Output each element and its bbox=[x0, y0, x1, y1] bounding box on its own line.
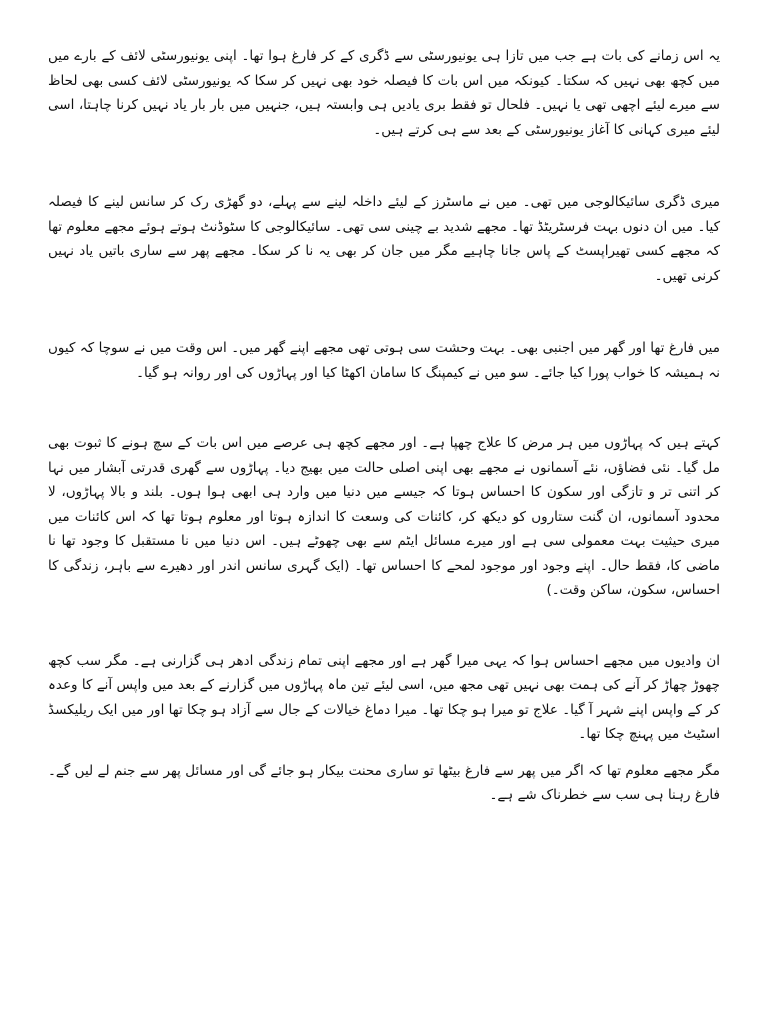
paragraph-1: یہ اس زمانے کی بات ہے جب میں تازا ہی یونیورسٹی سے ڈگری کے کر فارغ ہوا تھا۔ اپنی یونیورسٹی لائف کے بارے میں میں کچھ بھی نہیں کہ سکتا۔ کیونکہ میں اس بات کا فیصلہ خود بھی نہیں کر سکا کہ یونیورسٹی لائف کسی بھی لحاظ سے میرے لیئے اچھی تھی یا نہیں۔ فلحال تو فقط بری یادیں ہی وابستہ ہیں، جنہیں میں بار بار یاد نہیں کرنا چاہتا، اسی لیئے میری کہانی کا آغاز یونیورسٹی کے بعد سے ہی کرتے ہیں۔ bbox=[48, 48, 720, 138]
paragraph-3: میں فارغ تھا اور گھر میں اجنبی بھی۔ بہت وحشت سی ہوتی تھی مجھے اپنے گھر میں۔ اس وقت میں نے سوچا کہ کیوں نہ ہمیشہ کا خواب پورا کیا جائے۔ سو میں نے کیمپنگ کا سامان اکھٹا کیا اور پہاڑوں کی اور روانہ ہو گیا۔ bbox=[48, 340, 720, 381]
paragraph-2: میری ڈگری سائیکالوجی میں تھی۔ میں نے ماسٹرز کے لیئے داخلہ لینے سے پہلے، دو گھڑی رک کر سانس لینے کا فیصلہ کیا۔ میں ان دنوں بہت فرسٹریٹڈ تھا۔ مجھے شدید بے چینی سی تھی۔ سائیکالوجی کا سٹوڈنٹ ہوتے ہوئے مجھے معلوم تھا کہ مجھے کسی تھیراپسٹ کے پاس جانا چاہیے مگر میں جان کر بھی یہ نا کر سکا۔ مجھے پھر سے ساری باتیں یاد نہیں کرنی تھیں۔ bbox=[48, 194, 720, 284]
paragraph-5: ان وادیوں میں مجھے احساس ہوا کہ یہی میرا گھر ہے اور مجھے اپنی تمام زندگی ادھر ہی گزارنی ہے۔ مگر سب کچھ چھوڑ چھاڑ کر آنے کی ہمت بھی نہیں تھی مجھ میں، اسی لیئے تین ماہ پہاڑوں میں گزارنے کے بعد میں واپس آنے کا وعدہ کر کے واپس اپنے شہر آ گیا۔ علاج تو میرا ہو چکا تھا۔ میرا دماغ خیالات کے جال سے آزاد ہو چکا تھا اور میں ایک ریلیکسڈ اسٹیٹ میں پہنچ چکا تھا۔ bbox=[48, 652, 720, 742]
paragraph-4: کہتے ہیں کہ پہاڑوں میں ہر مرض کا علاج چھپا ہے۔ اور مجھے کچھ ہی عرصے میں اس بات کے سچ ہونے کا ثبوت بھی مل گیا۔ نئی فضاؤں، نئے آسمانوں نے مجھے بھی اپنی اصلی حالت میں بھیج دیا۔ پہاڑوں سے گھری قدرتی آبشار میں نہا کر اتنی تر و تازگی اور سکون کا احساس ہوتا کہ جیسے میں دنیا میں وارد ہی ابھی ہوا ہوں۔ بلند و بالا پہاڑوں، لا محدود آسمانوں، ان گنت ستاروں کو دیکھ کر، کائنات کی وسعت کا اندازہ ہوتا اور معلوم ہوتا تھا کہ اس کائنات میں میری حیثیت بہت معمولی سی ہے اور میرے مسائل ایٹم سے بھی چھوٹے ہیں۔ اس دنیا میں نا مستقبل کا وجود تھا نا ماضی کا، فقط حال۔ اپنے وجود اور موجود لمحے کا احساس تھا۔ (ایک گہری سانس اندر اور دھیرے سے باہر، زندگی کا احساس، سکون، ساکن وقت۔) bbox=[48, 435, 720, 598]
paragraph-6: مگر مجھے معلوم تھا کہ اگر میں پھر سے فارغ بیٹھا تو ساری محنت بیکار ہو جائے گی اور مسائل پھر سے جنم لے لیں گے۔ فارغ رہنا ہی سب سے خطرناک شے ہے۔ bbox=[48, 762, 720, 803]
